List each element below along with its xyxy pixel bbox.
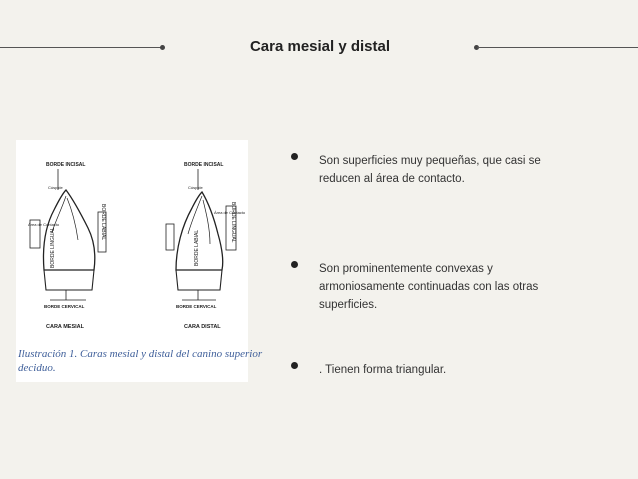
tooth-illustration	[16, 140, 263, 382]
mesial-labial-label: BORDE LABIAL	[100, 204, 106, 241]
distal-view	[166, 162, 246, 330]
mesial-cervical-label: BORDE CERVICAL	[44, 304, 85, 309]
distal-incisal-label: BORDE INCISAL	[184, 162, 224, 168]
bullet-text-3: . Tienen forma triangular.	[319, 364, 447, 376]
figure-caption-line-1: Ilustración 1. Caras mesial y distal del canino superior	[18, 348, 263, 360]
mesial-view	[28, 162, 106, 330]
mesial-face-label: CARA MESIAL	[46, 324, 84, 330]
title-rule-right	[477, 47, 638, 48]
title-rule-left-dot	[160, 45, 165, 50]
mesial-contact-label: Área de Contacto	[28, 222, 60, 227]
bullet-text-1: Son superficies muy pequeñas, que casi se reducen al área de contacto.	[319, 155, 541, 185]
mesial-lingual-label: BORDE LINGUAL	[50, 227, 56, 268]
distal-lingual-label: BORDE LINGUAL	[230, 202, 236, 243]
figure-caption-line-2: deciduo.	[18, 362, 56, 374]
slide-title: Cara mesial y distal	[249, 38, 391, 55]
mesial-cusp-label: Cúspide	[48, 185, 63, 190]
tooth-diagram	[16, 140, 248, 345]
bullet-marker-1	[291, 153, 298, 160]
distal-cervical-label: BORDE CERVICAL	[176, 304, 217, 309]
title-rule-left	[0, 47, 162, 48]
distal-contact-label: Área de Contacto	[214, 210, 246, 215]
bullet-text-2: Son prominentemente convexas y armoniosamente continuadas con las otras superficies.	[319, 263, 539, 311]
distal-cusp-label: Cúspide	[188, 185, 203, 190]
distal-face-label: CARA DISTAL	[184, 324, 221, 330]
figure-caption	[18, 347, 263, 375]
mesial-incisal-label: BORDE INCISAL	[46, 162, 86, 168]
bullet-marker-2	[291, 261, 298, 268]
bullet-marker-3	[291, 362, 298, 369]
distal-labial-label: BORDE LABIAL	[194, 229, 200, 266]
